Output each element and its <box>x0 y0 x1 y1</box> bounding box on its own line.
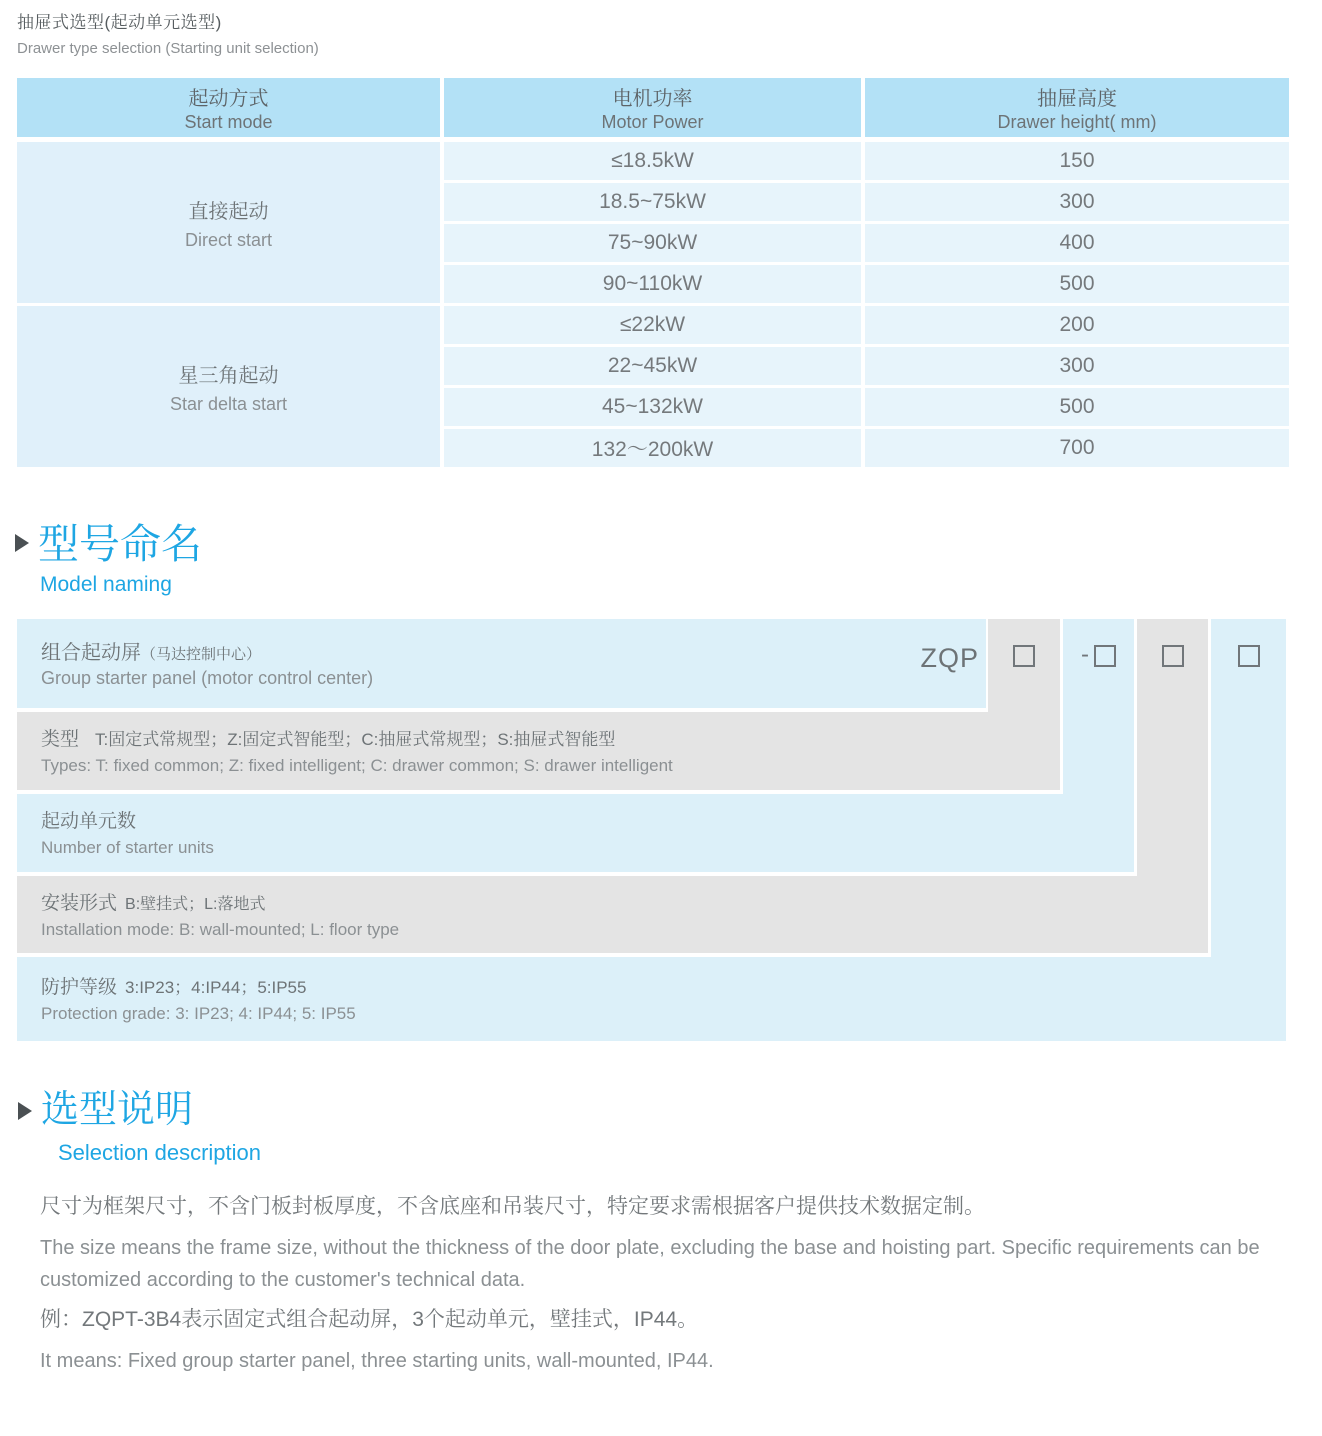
power-cell: ≤18.5kW <box>444 142 861 180</box>
model-naming-diagram <box>0 619 1322 1044</box>
height-cell: 200 <box>865 306 1289 344</box>
power-cell: 132～200kW <box>444 429 861 467</box>
page-title-en: Drawer type selection (Starting unit selection) <box>17 40 319 57</box>
placeholder-box-icon <box>1094 645 1116 667</box>
power-cell: 45~132kW <box>444 388 861 426</box>
naming-level-types: 类型 T:固定式常规型；Z:固定式智能型；C:抽屉式常规型；S:抽屉式智能型 Types: T: fixed common; Z: fixed intelligent; C: drawer common; S: drawer intelligent <box>17 712 1060 790</box>
height-cell: 700 <box>865 429 1289 467</box>
model-code-prefix: ZQP <box>920 643 979 673</box>
code-column-protection <box>1211 619 1286 958</box>
section-title-en: Selection description <box>58 1139 262 1165</box>
mode-cell-star-delta-start: 星三角起动 Star delta start <box>17 306 440 467</box>
power-cell: 18.5~75kW <box>444 183 861 221</box>
mode-cell-direct-start: 直接起动 Direct start <box>17 142 440 303</box>
description-example-en: It means: Fixed group starter panel, three starting units, wall-mounted, IP44. <box>40 1350 714 1372</box>
section-title-en: Model naming <box>40 573 172 597</box>
height-cell: 400 <box>865 224 1289 262</box>
height-cell: 300 <box>865 347 1289 385</box>
section-marker-icon <box>15 534 29 552</box>
table-body <box>17 142 1289 467</box>
naming-level-group-starter-panel: 组合起动屏（马达控制中心） Group starter panel (motor control center) ZQP <box>17 619 986 708</box>
col-header-motor-power: 电机功率 Motor Power <box>444 78 861 137</box>
height-cell: 300 <box>865 183 1289 221</box>
section-heading-model-naming <box>15 522 202 597</box>
power-cell: 75~90kW <box>444 224 861 262</box>
height-cell: 500 <box>865 388 1289 426</box>
page-title <box>17 8 319 57</box>
page-title-cn: 抽屉式选型(起动单元选型) <box>17 13 222 32</box>
power-cell: ≤22kW <box>444 306 861 344</box>
section-title-cn: 选型说明 <box>41 1089 194 1131</box>
placeholder-box-icon <box>1238 645 1260 667</box>
description-example-cn: 例：ZQPT-3B4表示固定式组合起动屏，3个起动单元，壁挂式，IP44。 <box>40 1308 699 1331</box>
naming-level-installation-mode: 安装形式 B:壁挂式；L:落地式 Installation mode: B: wall-mounted; L: floor type <box>17 876 1208 953</box>
col-header-start-mode: 起动方式 Start mode <box>17 78 440 137</box>
placeholder-box-icon <box>1162 645 1184 667</box>
power-cell: 90~110kW <box>444 265 861 303</box>
code-column-units <box>1063 619 1134 795</box>
drawer-selection-table <box>17 78 1289 467</box>
power-cell: 22~45kW <box>444 347 861 385</box>
col-header-drawer-height: 抽屉高度 Drawer height( mm) <box>865 78 1289 137</box>
naming-level-protection-grade: 防护等级 3:IP23；4:IP44；5:IP55 Protection grade: 3: IP23; 4: IP44; 5: IP55 <box>17 957 1286 1041</box>
placeholder-box-icon <box>1013 645 1035 667</box>
selection-description-text <box>40 1192 1290 1386</box>
section-marker-icon <box>18 1102 32 1120</box>
table-header-row <box>17 78 1289 137</box>
height-cell: 500 <box>865 265 1289 303</box>
code-separator: - <box>1081 641 1089 668</box>
height-cell: 150 <box>865 142 1289 180</box>
description-line-cn: 尺寸为框架尺寸，不含门板封板厚度，不含底座和吊装尺寸，特定要求需根据客户提供技术数据定制。 <box>40 1195 985 1218</box>
code-column-installation <box>1137 619 1208 877</box>
code-column-type <box>988 619 1060 713</box>
section-title-cn: 型号命名 <box>38 521 202 567</box>
section-heading-selection-description <box>18 1090 261 1166</box>
naming-level-starter-units: 起动单元数 Number of starter units <box>17 794 1134 872</box>
description-line-en: The size means the frame size, without the thickness of the door plate, excluding the base and hoisting part. Specific requirements can be customized according to the customer's technical data. <box>40 1237 1260 1291</box>
